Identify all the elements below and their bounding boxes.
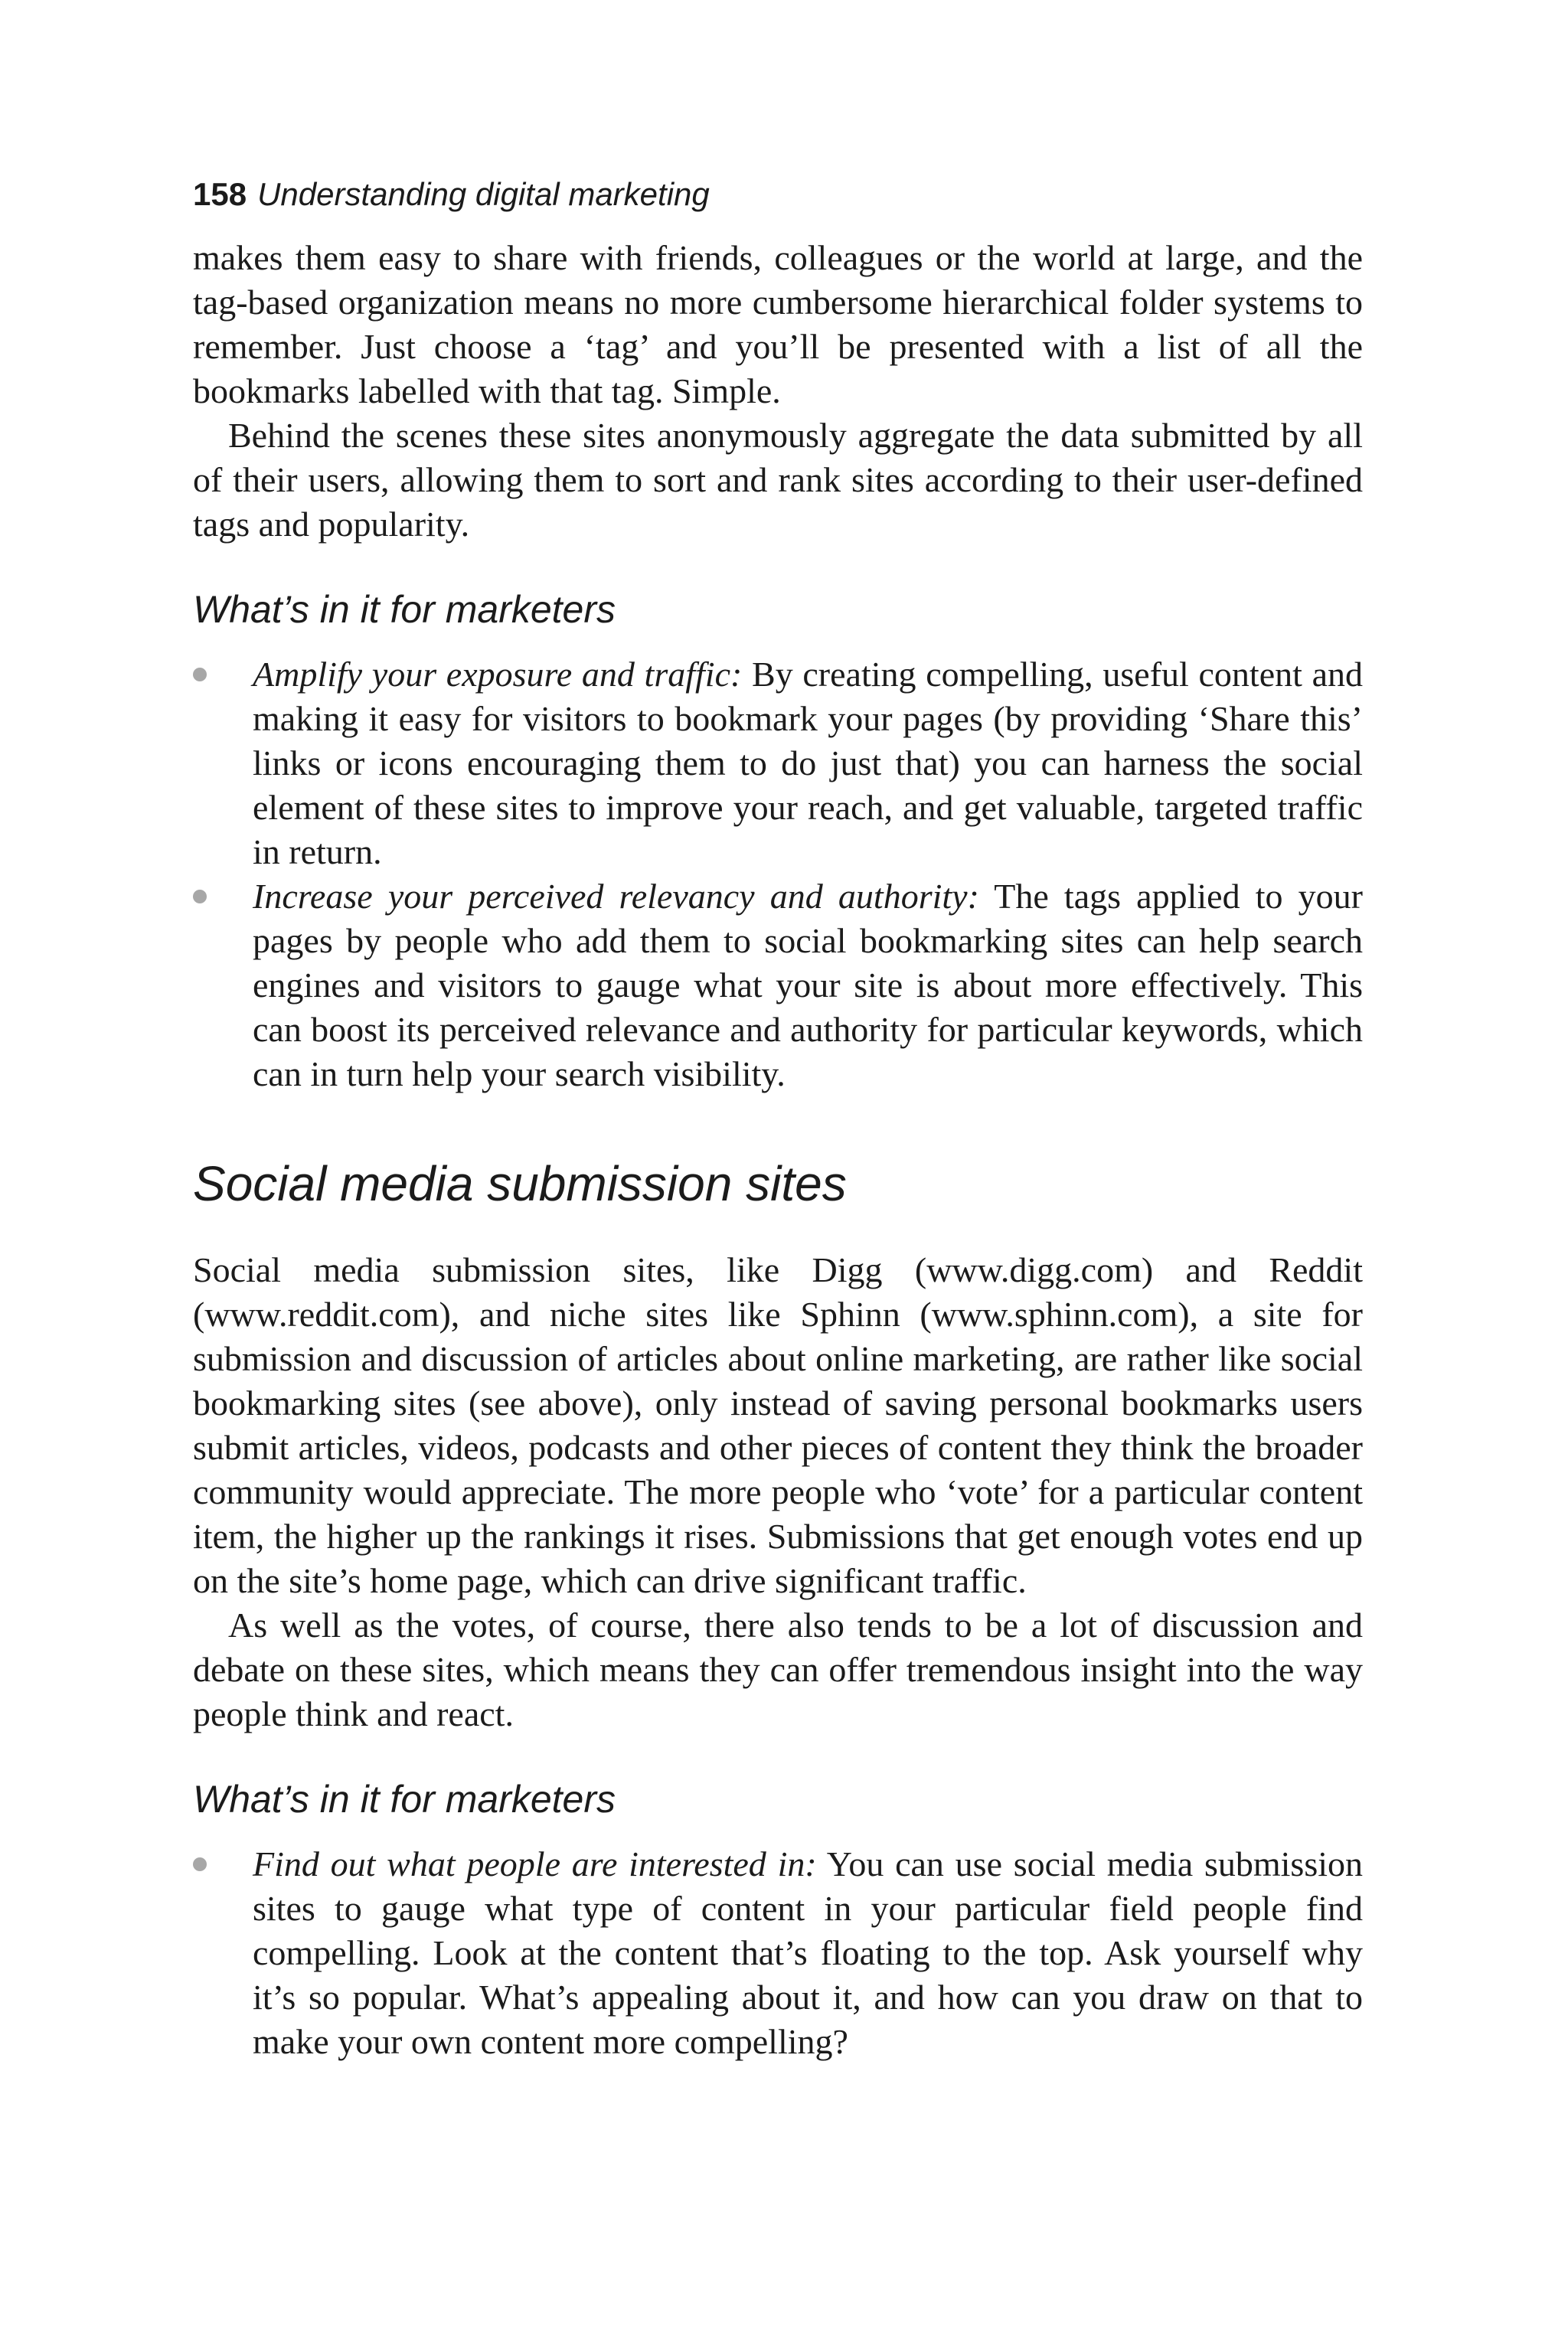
bullet-item bbox=[193, 874, 1363, 1096]
section-paragraph-1: Social media submission sites, like Digg (www.digg.com) and Reddit (www.reddit.com), and niche sites like Sphinn (www.sphinn.com), a site for submission and discussion of articles about online marketing, are rather like social bookmarking sites (see above), only instead of saving personal bookmarks users submit articles, videos, podcasts and other pieces of content they think the broader community would appreciate. The more people who ‘vote’ for a particular content item, the higher up the rankings it rises. Submissions that get enough votes end up on the site’s home page, which can drive significant traffic. bbox=[193, 1250, 1363, 1600]
bullet-list-1 bbox=[193, 652, 1363, 1096]
running-head bbox=[193, 173, 1363, 216]
book-title: Understanding digital marketing bbox=[257, 176, 710, 212]
bullet-dot-icon bbox=[193, 668, 207, 681]
bullet-paragraph bbox=[253, 1842, 1363, 2064]
intro-paragraph-1: makes them easy to share with friends, colleagues or the world at large, and the tag-based organization means no more cumbersome hierarchical folder systems to remember. Just choose a ‘tag’ and you’ll be presented with a list of all the bookmarks labelled with that tag. Simple. bbox=[193, 238, 1363, 410]
intro-paragraph-2: Behind the scenes these sites anonymously aggregate the data submitted by all of their users, allowing them to sort and rank sites according to their user-defined tags and popularity. bbox=[193, 416, 1363, 544]
bullet-lead: Find out what people are interested in: bbox=[253, 1844, 817, 1883]
bullet-dot-icon bbox=[193, 890, 207, 903]
bullet-item bbox=[193, 652, 1363, 874]
bullet-lead: Amplify your exposure and traffic: bbox=[253, 655, 743, 694]
book-page bbox=[193, 173, 1363, 2064]
bullet-text: The tags applied to your pages by people who add them to social bookmarking sites can help search engines and visitors to gauge what your site is about more effectively. This can boost its perceived relevance and authority for particular keywords, which can in turn help your search visibility. bbox=[253, 877, 1363, 1093]
bullet-lead: Increase your perceived relevancy and authority: bbox=[253, 877, 979, 916]
section-heading: Social media submission sites bbox=[193, 1156, 847, 1211]
section-paragraph-2: As well as the votes, of course, there also tends to be a lot of discussion and debate on these sites, which means they can offer tremendous insight into the way people think and react. bbox=[193, 1606, 1363, 1733]
page-number: 158 bbox=[193, 176, 247, 212]
subheading-marketers-1: What’s in it for marketers bbox=[193, 588, 616, 631]
bullet-paragraph bbox=[253, 874, 1363, 1096]
subheading-marketers-2: What’s in it for marketers bbox=[193, 1778, 616, 1821]
bullet-dot-icon bbox=[193, 1857, 207, 1871]
bullet-text: You can use social media submission sites to gauge what type of content in your particular field people find compelling. Look at the content that’s floating to the top. Ask yourself why it’s so popular. What’s appealing about it, and how can you draw on that to make your own content more compelling? bbox=[253, 1844, 1363, 2061]
bullet-text: By creating compelling, useful content and making it easy for visitors to bookmark your pages (by providing ‘Share this’ links or icons encouraging them to do just that) you can harness the social element of these sites to improve your reach, and get valuable, targeted traffic in return. bbox=[253, 655, 1364, 871]
bullet-paragraph bbox=[253, 652, 1363, 874]
bullet-list-2 bbox=[193, 1842, 1363, 2064]
bullet-item bbox=[193, 1842, 1363, 2064]
